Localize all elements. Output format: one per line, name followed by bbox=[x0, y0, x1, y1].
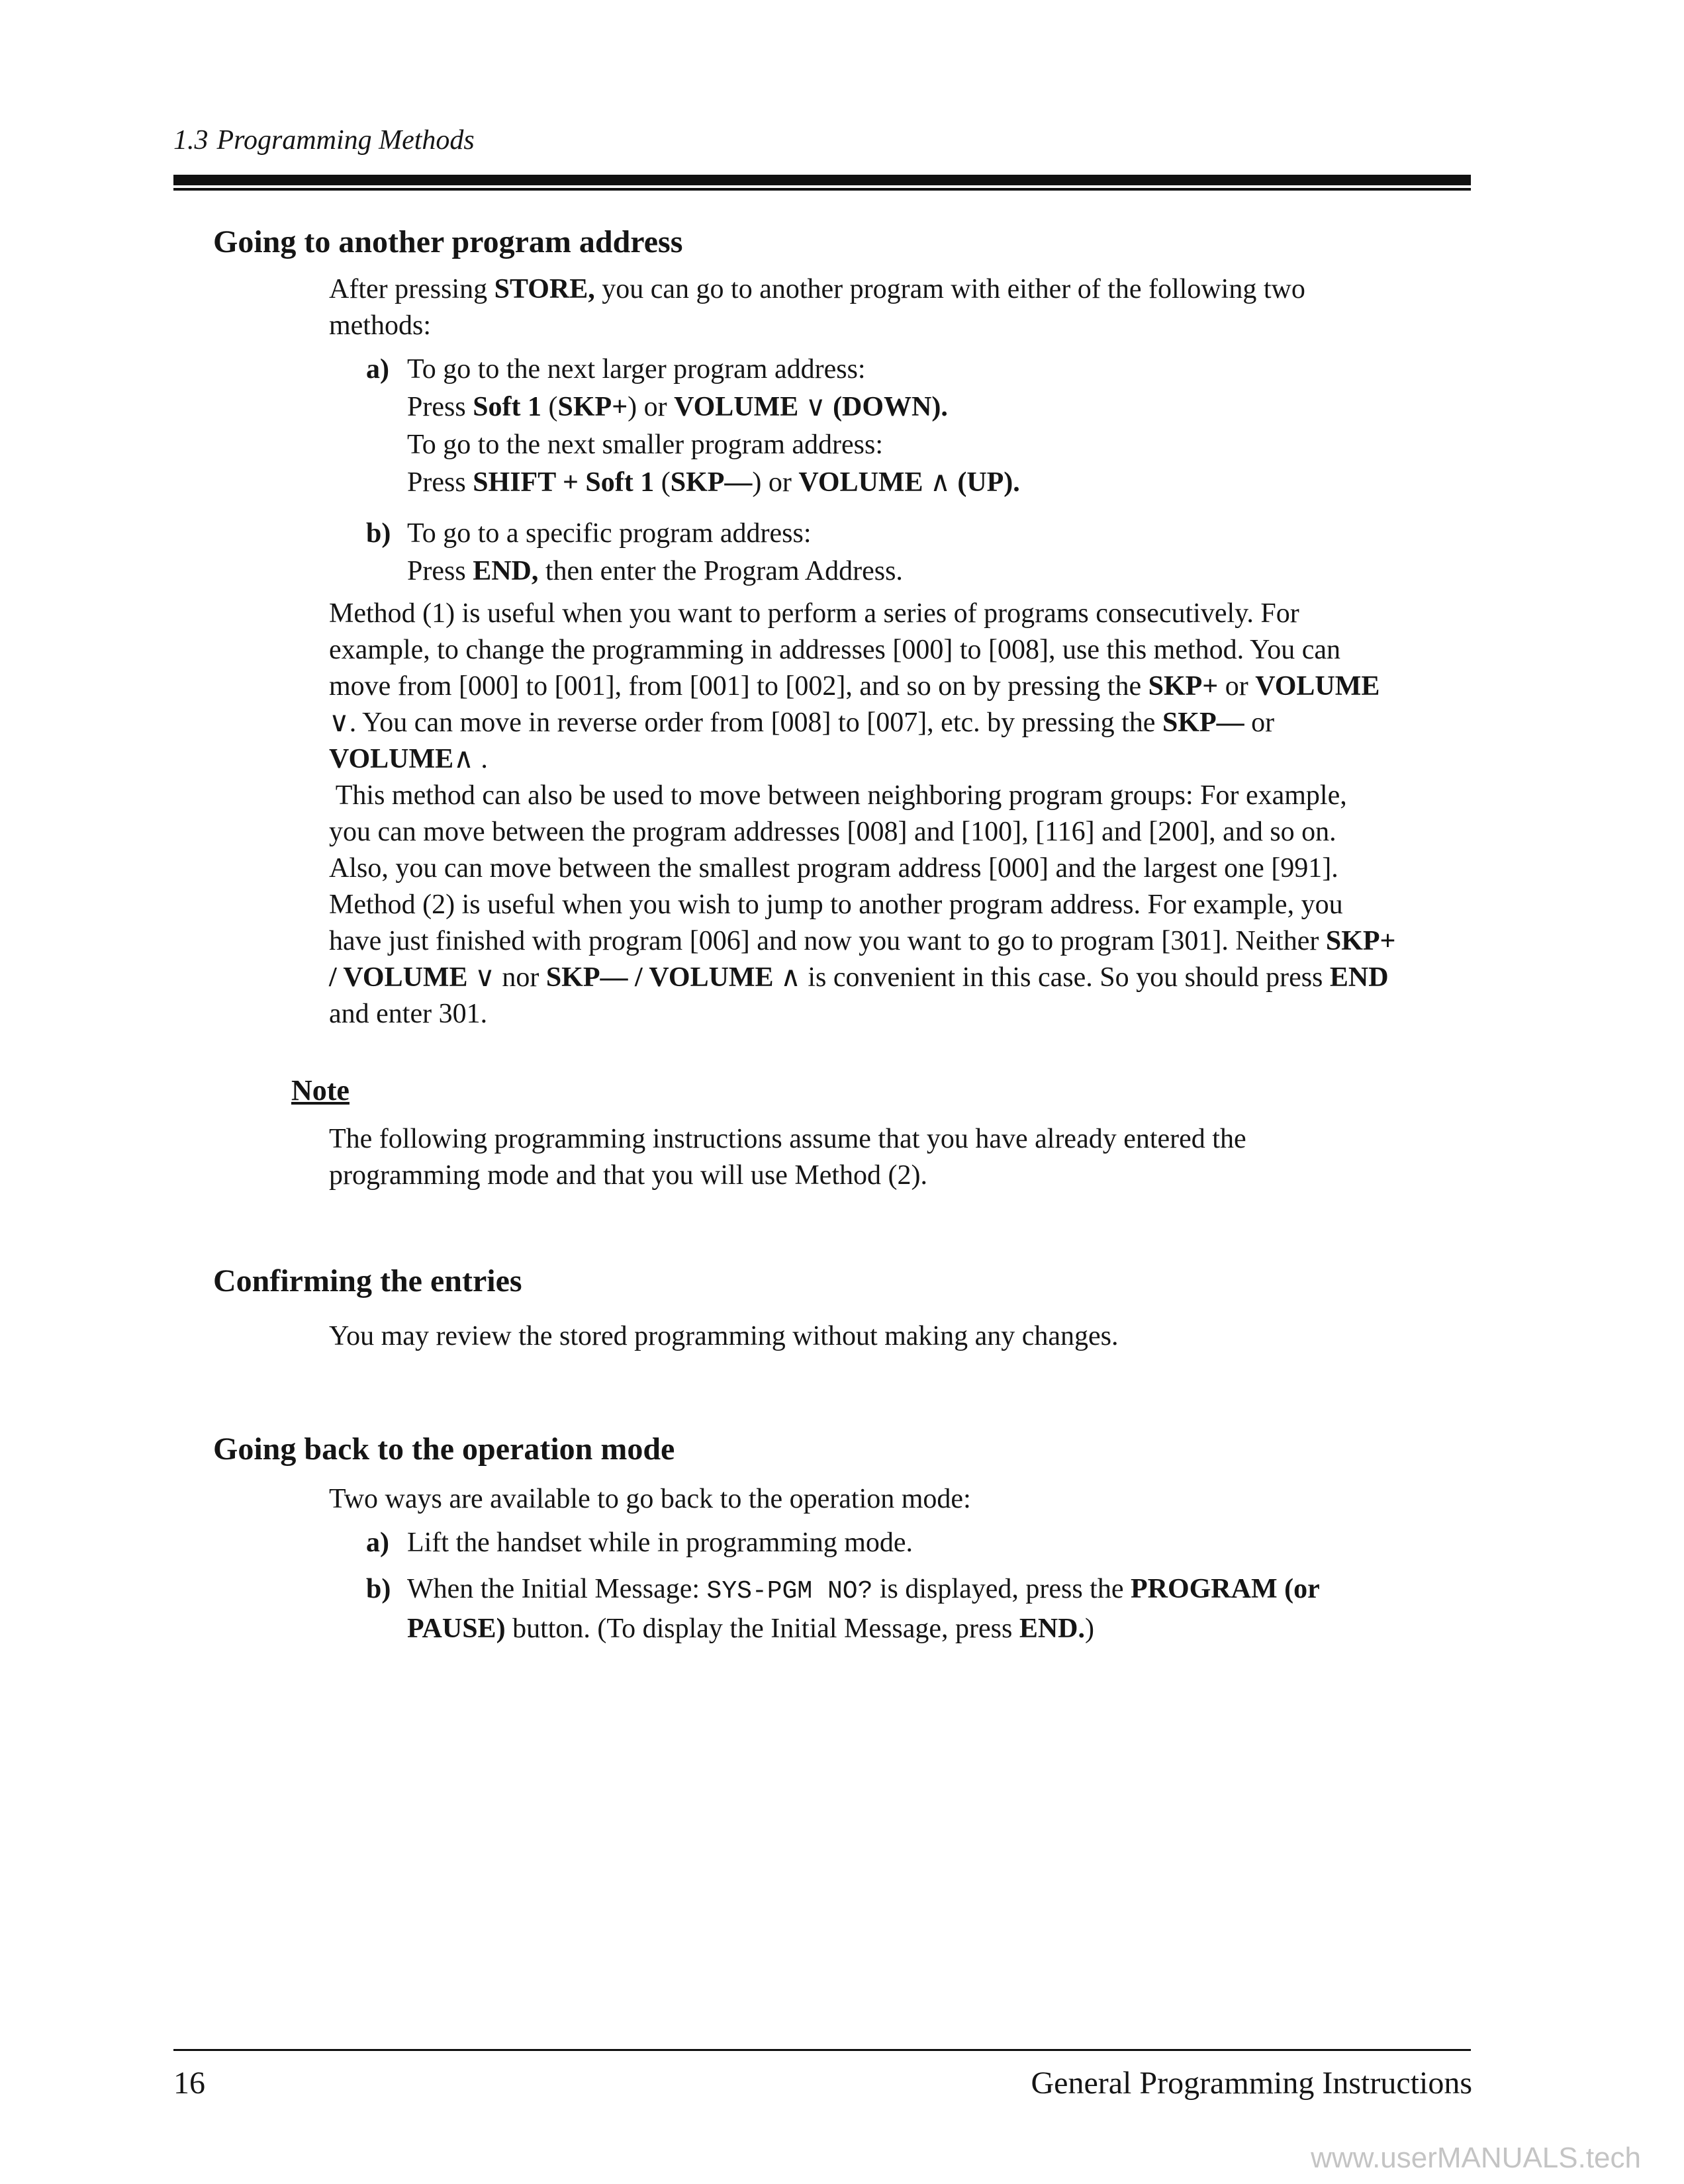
section-header bbox=[173, 124, 475, 156]
section-number: 1.3 bbox=[173, 125, 209, 156]
list-label: a) bbox=[366, 354, 389, 385]
method1-paragraph: Method (1) is useful when you want to perform a series of programs consecutively. For example, to change the programming in addresses [000] to [008], use this method. You can move from [000] to [001], from [001] to [002], and so on by pressing the SKP+ or VOLUME ∨. You can move in reverse order from [008] to [007], etc. by pressing the SKP— or VOLUME∧ . This method can also be used to move between neighboring program groups: For example, you can move between the program addresses [008] and [100], [116] and [200], and so on. Also, you can move between the smallest program address [000] and the largest one [991]. Method (2) is useful when you wish to jump to another program address. For example, you have just finished with program [006] and now you want to go to program [301]. Neither SKP+ / VOLUME ∨ nor SKP— / VOLUME ∧ is convenient in this case. So you should press END and enter 301. bbox=[329, 598, 1396, 1029]
note-text: The following programming instructions assume that you have already entered the programming mode and that you will use Method (2). bbox=[329, 1124, 1246, 1191]
heading-confirm: Confirming the entries bbox=[213, 1263, 522, 1298]
header-rule-thin bbox=[173, 188, 1471, 191]
section-title: Programming Methods bbox=[216, 125, 475, 156]
confirm-text: You may review the stored programming without making any changes. bbox=[329, 1321, 1119, 1351]
goto-intro: After pressing STORE, you can go to another program with either of the following two methods: bbox=[329, 274, 1305, 341]
footer-title: General Programming Instructions bbox=[1031, 2066, 1472, 2101]
list-label: b) bbox=[366, 1574, 391, 1604]
initial-message-code: SYS-PGM NO? bbox=[706, 1577, 873, 1606]
heading-back: Going back to the operation mode bbox=[213, 1432, 675, 1467]
page-number: 16 bbox=[173, 2066, 205, 2101]
footer-rule bbox=[173, 2049, 1471, 2051]
back-intro: Two ways are available to go back to the operation mode: bbox=[329, 1484, 971, 1514]
header-rule bbox=[173, 175, 1471, 185]
note-label: Note bbox=[291, 1074, 350, 1107]
list-label: b) bbox=[366, 518, 391, 549]
list-label: a) bbox=[366, 1527, 389, 1558]
watermark: www.userMANUALS.tech bbox=[1311, 2142, 1641, 2174]
heading-goto: Going to another program address bbox=[213, 224, 683, 259]
